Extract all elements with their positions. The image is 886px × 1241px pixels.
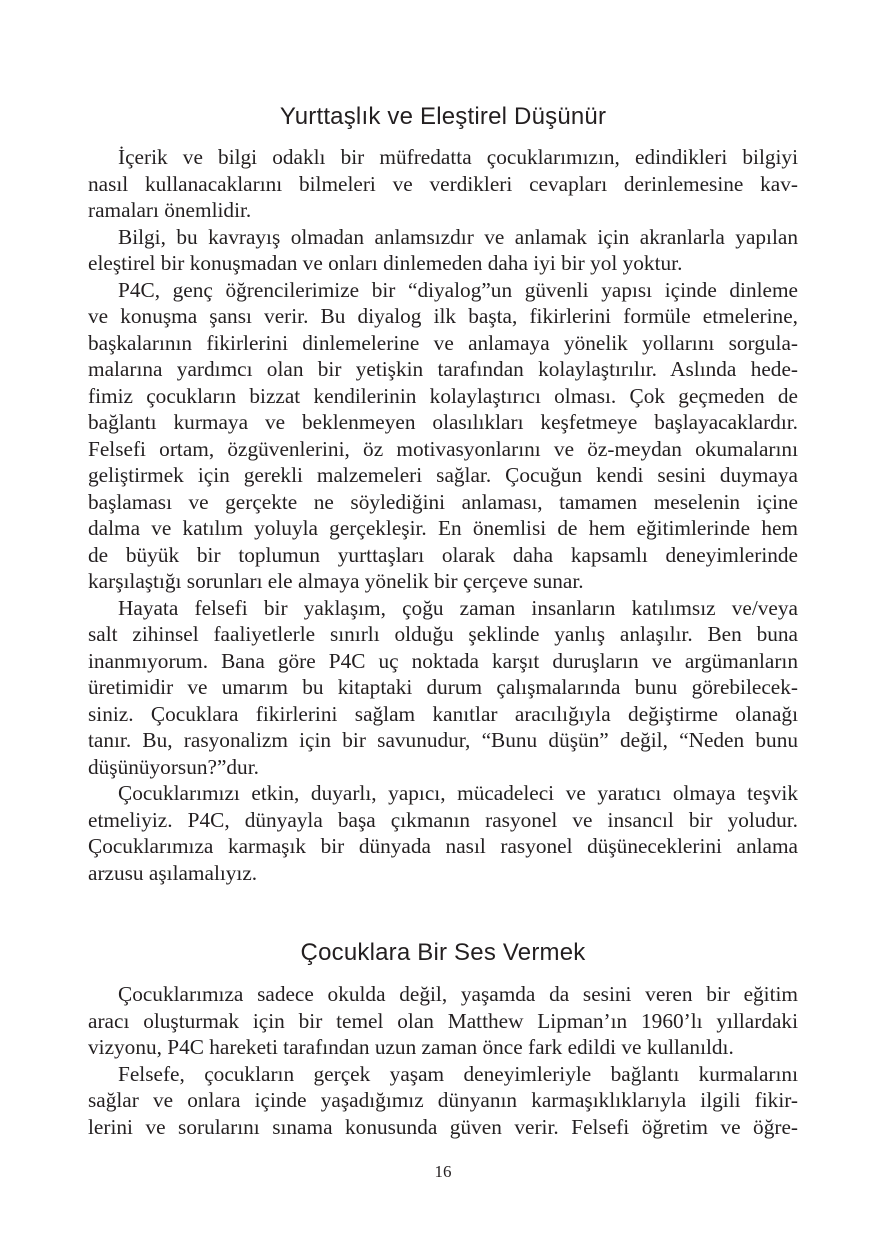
text-line: ve konuşma şansı verir. Bu diyalog ilk başta, fikirlerini formüle etmelerine, xyxy=(88,304,798,328)
text-line: Çocuklarımıza sadece okulda değil, yaşamda da sesini veren bir eğitim xyxy=(118,982,798,1006)
text-line: siniz. Çocuklara fikirlerini sağlam kanıtlar aracılığıyla değiştirme olanağı xyxy=(88,701,798,726)
text-line: Bilgi, bu kavrayış olmadan anlamsızdır ve anlamak için akranlarla yapılan xyxy=(118,224,798,249)
text-line: salt zihinsel faaliyetlerle sınırlı olduğu şeklinde yanlış anlaşılır. Ben buna xyxy=(88,622,798,646)
text-line: karşılaştığı sorunları ele almaya yönelik bir çerçeve sunar. xyxy=(88,569,584,593)
text-line: arzusu aşılamalıyız. xyxy=(88,860,258,885)
text-line: sağlar ve onlara içinde yaşadığımız dünyanın karmaşıklıklarıyla ilgili fikir- xyxy=(88,1088,798,1112)
text-line: tanır. Bu, rasyonalizm için bir savunudur, “Bunu düşün” değil, “Neden bunu xyxy=(88,728,798,752)
text-line: başlaması ve gerçekte ne söylediğini anlaması, tamamen meselenin içine xyxy=(88,489,798,514)
section-heading-citizenship: Yurttaşlık ve Eleştirel Düşünür xyxy=(279,103,607,130)
text-line: fimiz çocukların bizzat kendilerinin kolaylaştırıcı olması. Çok geçmeden de xyxy=(88,383,798,408)
text-line: üretimidir ve umarım bu kitaptaki durum çalışmalarında bunu görebilecek- xyxy=(88,675,798,699)
text-line: dalma ve katılım yoluyla gerçekleşir. En önemlisi de hem eğitimlerinde hem xyxy=(88,516,798,540)
text-line: Felsefe, çocukların gerçek yaşam deneyimleriyle bağlantı kurmalarını xyxy=(118,1061,798,1086)
text-line: de büyük bir toplumun yurttaşları olarak daha kapsamlı deneyimlerinde xyxy=(88,542,798,567)
section-heading-giving-voice: Çocuklara Bir Ses Vermek xyxy=(300,939,586,966)
page-number: 16 xyxy=(434,1162,452,1181)
text-line: vizyonu, P4C hareketi tarafından uzun zaman önce fark edildi ve kullanıldı. xyxy=(88,1035,734,1059)
section-body-citizenship xyxy=(88,144,798,886)
text-line: eleştirel bir konuşmadan ve onları dinlemeden daha iyi bir yol yoktur. xyxy=(88,251,683,275)
text-line: İçerik ve bilgi odaklı bir müfredatta çocuklarımızın, edindikleri bilgiyi xyxy=(118,145,798,169)
text-line: aracı oluşturmak için bir temel olan Matthew Lipman’ın 1960’lı yıllardaki xyxy=(88,1008,798,1033)
text-line: nasıl kullanacaklarını bilmeleri ve verdikleri cevapları derinlemesine kav- xyxy=(88,171,798,196)
text-line: inanmıyorum. Bana göre P4C uç noktada karşıt duruşların ve argümanların xyxy=(88,648,798,673)
text-line: ramaları önemlidir. xyxy=(88,198,252,222)
text-line: geliştirmek için gerekli malzemeleri sağlar. Çocuğun kendi sesini duymaya xyxy=(88,463,798,487)
text-line: malarına yardımcı olan bir yetişkin tarafından kolaylaştırılır. Aslında hede- xyxy=(88,357,798,381)
text-line: bağlantı kurmaya ve beklenmeyen olasılıkları keşfetmeye başlayacaklardır. xyxy=(88,410,798,434)
text-line: başkalarının fikirlerini dinlemelerine ve anlamaya yönelik yollarını sorgula- xyxy=(88,330,798,355)
text-line: lerini ve sorularını sınama konusunda güven verir. Felsefi öğretim ve öğre- xyxy=(88,1114,798,1139)
text-line: Çocuklarımıza karmaşık bir dünyada nasıl rasyonel düşüneceklerini anlama xyxy=(88,834,798,858)
text-line: Hayata felsefi bir yaklaşım, çoğu zaman insanların katılımsız ve/veya xyxy=(118,595,798,620)
text-line: Çocuklarımızı etkin, duyarlı, yapıcı, mücadeleci ve yaratıcı olmaya teşvik xyxy=(118,781,798,805)
text-line: P4C, genç öğrencilerimize bir “diyalog”un güvenli yapısı içinde dinleme xyxy=(118,277,798,302)
text-line: Felsefi ortam, özgüvenlerini, öz motivasyonlarını ve öz-meydan okumalarını xyxy=(88,436,798,461)
text-line: etmeliyiz. P4C, dünyayla başa çıkmanın rasyonel ve insancıl bir yoludur. xyxy=(88,807,798,832)
section-body-giving-voice xyxy=(88,981,798,1140)
text-line: düşünüyorsun?”dur. xyxy=(88,754,259,779)
